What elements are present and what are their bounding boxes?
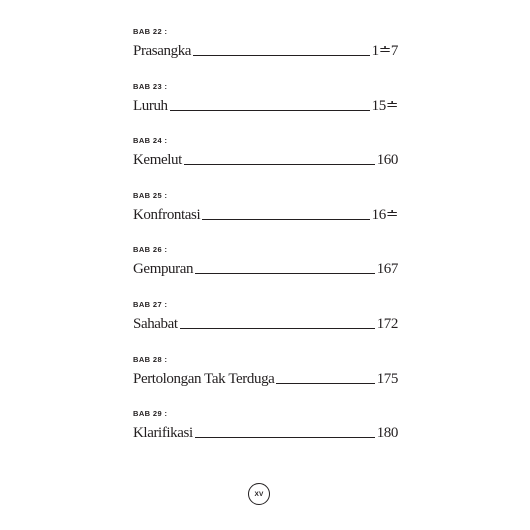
- page-number: 16≐: [371, 206, 398, 223]
- toc-line: [133, 205, 398, 223]
- leader-line: [276, 383, 374, 384]
- table-of-contents: [133, 27, 398, 464]
- chapter-title: Sahabat: [133, 315, 178, 332]
- toc-entry: [133, 300, 398, 355]
- chapter-number: BAB 26 :: [133, 245, 168, 255]
- toc-line: [133, 259, 398, 277]
- toc-entry: [133, 27, 398, 82]
- toc-line: [133, 41, 398, 59]
- chapter-title: Prasangka: [133, 43, 192, 59]
- leader-line: [202, 219, 369, 220]
- chapter-title: Pertolongan Tak Terduga: [133, 370, 275, 387]
- chapter-number: BAB 23 :: [133, 81, 168, 91]
- chapter-number: BAB 22 :: [133, 27, 168, 36]
- page-number: 1≐7: [371, 43, 398, 59]
- folio-number: XV: [254, 490, 264, 498]
- chapter-number: BAB 25 :: [133, 190, 168, 200]
- toc-line: [133, 314, 398, 332]
- leader-line: [184, 164, 375, 165]
- leader-line: [195, 273, 375, 274]
- toc-entry: [133, 355, 398, 410]
- toc-entry: [133, 136, 398, 191]
- toc-entry: [133, 82, 398, 137]
- toc-line: [133, 369, 398, 387]
- page-number: 160: [376, 152, 398, 169]
- toc-entry: [133, 191, 398, 246]
- toc-entry: [133, 245, 398, 300]
- page-number: 180: [376, 425, 398, 442]
- page-number: 167: [376, 261, 398, 278]
- chapter-number: BAB 27 :: [133, 299, 168, 309]
- chapter-number: BAB 24 :: [133, 136, 168, 146]
- page-number: 172: [376, 315, 398, 332]
- leader-line: [180, 328, 375, 329]
- leader-line: [170, 110, 370, 111]
- chapter-title: Luruh: [133, 97, 168, 114]
- chapter-title: Klarifikasi: [133, 425, 193, 442]
- toc-entry: [133, 409, 398, 464]
- toc-line: [133, 96, 398, 114]
- chapter-title: Gempuran: [133, 261, 194, 278]
- leader-line: [193, 55, 370, 56]
- page-number: 175: [376, 370, 398, 387]
- toc-line: [133, 423, 398, 441]
- chapter-title: Kemelut: [133, 152, 182, 169]
- page-folio-badge: [248, 483, 270, 505]
- toc-line: [133, 150, 398, 168]
- chapter-title: Konfrontasi: [133, 206, 201, 223]
- page-number: 15≐: [371, 97, 398, 114]
- chapter-number: BAB 28 :: [133, 354, 168, 364]
- chapter-number: BAB 29 :: [133, 409, 168, 419]
- leader-line: [195, 437, 375, 438]
